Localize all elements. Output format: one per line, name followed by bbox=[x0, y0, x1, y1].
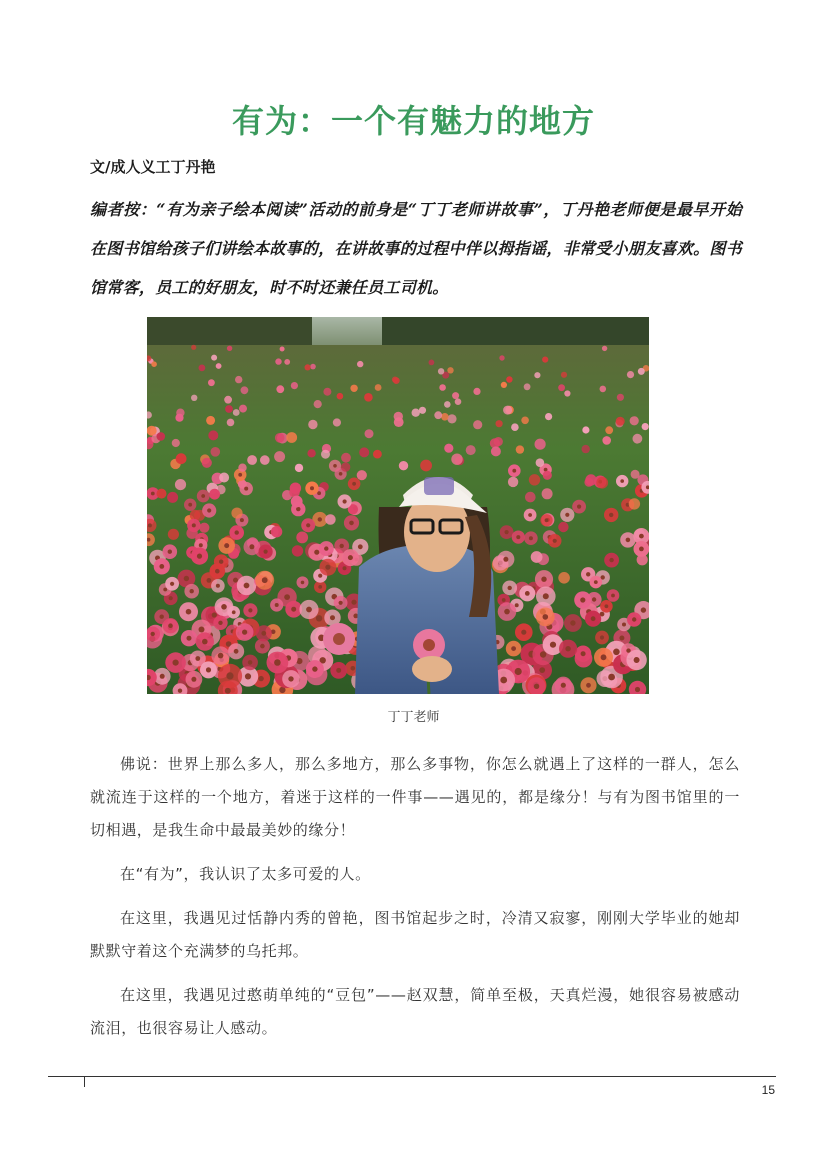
paragraph: 佛说：世界上那么多人，那么多地方，那么多事物，你怎么就遇上了这样的一群人，怎么就流连于这样的一个地方，着迷于这样的一件事——遇见的，都是缘分！与有为图书馆里的一切相遇，是我生命中最最美妙的缘分！ bbox=[90, 755, 740, 839]
article-body bbox=[90, 748, 740, 1056]
photo-teacher-in-flower-field bbox=[147, 317, 649, 694]
author-byline: 文/成人义工丁丹艳 bbox=[90, 158, 216, 176]
article-title: 有为：一个有魅力的地方 bbox=[231, 102, 595, 140]
editor-note: 编者按：“有为亲子绘本阅读”活动的前身是“丁丁老师讲故事”，丁丹艳老师便是最早开始在图书馆给孩子们讲绘本故事的，在讲故事的过程中伴以拇指谣，非常受小朋友喜欢。图书馆常客，员工的好朋友，时不时还兼任员工司机。 bbox=[90, 200, 743, 297]
photo-caption: 丁丁老师 bbox=[387, 710, 440, 725]
footer-rule bbox=[48, 1076, 776, 1077]
paragraph: 在这里，我遇见过恬静内秀的曾艳，图书馆起步之时，冷清又寂寥，刚刚大学毕业的她却默默守着这个充满梦的乌托邦。 bbox=[90, 909, 740, 960]
footer-tick bbox=[84, 1077, 85, 1087]
paragraph: 在这里，我遇见过憨萌单纯的“豆包”——赵双慧，简单至极，天真烂漫，她很容易被感动流泪，也很容易让人感动。 bbox=[90, 986, 740, 1037]
page-number: 15 bbox=[761, 1083, 775, 1097]
paragraph: 在“有为”，我认识了太多可爱的人。 bbox=[120, 865, 371, 883]
